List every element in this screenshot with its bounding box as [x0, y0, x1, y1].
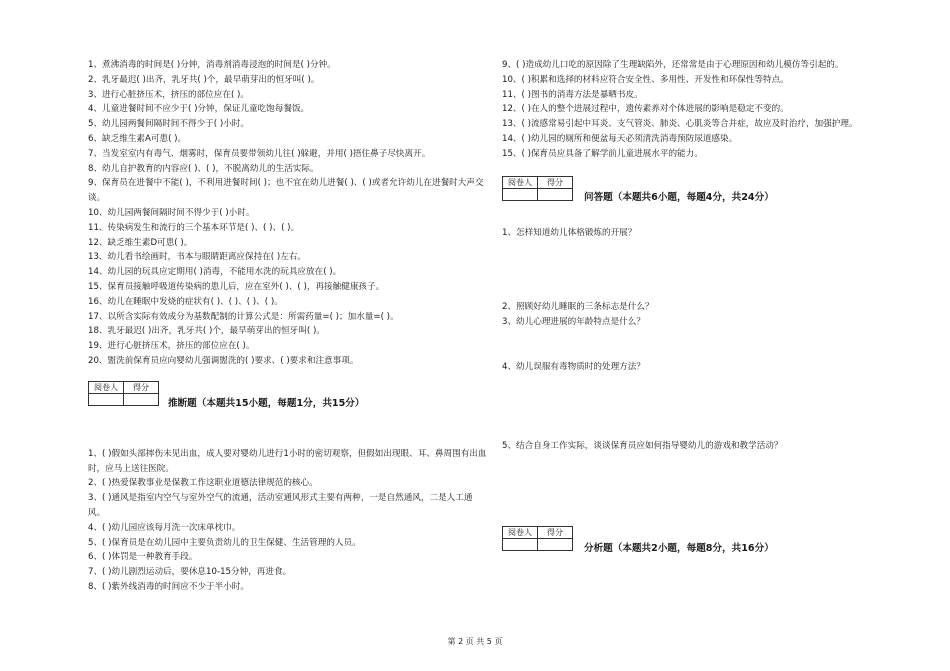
qa-section-header [502, 176, 902, 216]
analysis-section-header [502, 526, 902, 566]
score-cell [124, 393, 159, 405]
list-item: 5、幼儿园两餐间隔时间不得少于( )小时。 [88, 119, 249, 130]
list-item: 8、幼儿自护教育的内容应( )、( )，不脱离幼儿的生活实际。 [88, 163, 319, 174]
list-item: 9、( )造成幼儿口吃的原因除了生理缺陷外，还常常是由于心理原因和幼儿模仿等引起的。 [502, 60, 844, 70]
list-item: 17、以所含实际有效成分为基数配制的计算公式是：所需药量=( )；加水量=( )。 [88, 311, 399, 322]
judge-section-title: 推断题（本题共15小题，每题1分，共15分） [168, 397, 365, 409]
list-item: 7、( )幼儿剧烈运动后，要休息10-15分钟，再进食。 [88, 567, 292, 578]
list-item: 20、盥洗前保育员应向婴幼儿强调盥洗的( )要求、( )要求和注意事项。 [88, 355, 359, 366]
score-label: 得分 [538, 526, 573, 538]
list-item: 11、传染病发生和流行的三个基本环节是( )、( )、( )。 [88, 222, 300, 233]
question-2: 2、照顾好幼儿睡眠的三条标志是什么？ [502, 302, 654, 313]
list-item: 3、( )通风是指室内空气与室外空气的流通，活动室通风形式主要有两种，一是自然通风，二是人工通风。 [88, 493, 473, 518]
score-label: 得分 [538, 176, 573, 188]
list-item: 14、( )幼儿园的厕所和便盆每天必须清洗消毒预防尿道感染。 [502, 133, 738, 144]
list-item: 9、保育员在进餐中不能( )，不利用进餐时间( )；也不宜在幼儿进餐( )、( )或者允许幼儿在进餐时大声交谈。 [88, 178, 484, 204]
score-box [502, 526, 573, 551]
list-item: 8、( )紫外线消毒的时间应不少于半小时。 [88, 581, 249, 592]
list-item: 7、当发室室内有毒气、烟雾时，保育员要带领幼儿往( )躲避，并用( )捂住鼻子尽快离开。 [88, 148, 431, 159]
reviewer-label: 阅卷人 [503, 176, 538, 188]
analysis-section-title: 分析题（本题共2小题，每题8分，共16分） [584, 542, 774, 554]
score-box [502, 176, 573, 201]
score-box [88, 381, 159, 406]
judge-list [88, 447, 488, 595]
list-item: 10、( )积累和选择的材料应符合安全性、多用性、开发性和环保性等特点。 [502, 74, 789, 85]
page-footer: 第 2 页 共 5 页 [447, 637, 503, 646]
list-item: 10、幼儿园两餐间隔时间不得少于( )小时。 [88, 207, 255, 218]
question-3: 3、幼儿心理进展的年龄特点是什么？ [502, 317, 645, 328]
list-item: 1、( )假如头部摔伤未见出血，成人要对婴幼儿进行1小时的密切观察，但假如出现眼、耳、鼻周围有出血时，应马上送往医院。 [88, 448, 487, 474]
judge-list-continued [502, 58, 902, 162]
list-item: 6、( )体罚是一种教育手段。 [88, 552, 198, 563]
left-column [88, 58, 488, 595]
list-item: 13、幼儿看书绘画时，书本与眼睛距离应保持在( )左右。 [88, 252, 307, 263]
judge-section-header [88, 381, 488, 421]
list-item: 19、进行心脏挤压术，挤压的部位应在( )。 [88, 341, 255, 352]
reviewer-label: 阅卷人 [89, 381, 124, 393]
list-item: 12、缺乏维生素D可患( )。 [88, 237, 193, 248]
list-item: 12、( )在人的整个进展过程中，遗传素养对个体进展的影响是稳定不变的。 [502, 104, 789, 115]
list-item: 15、( )保育员应具备了解学前儿童进展水平的能力。 [502, 148, 703, 159]
score-cell [538, 188, 573, 200]
list-item: 13、( )流感常易引起中耳炎、支气管炎、肺炎、心肌炎等合并症，故应及时治疗，加强护理。 [502, 119, 858, 130]
list-item: 6、缺乏维生素A可患( )。 [88, 133, 187, 144]
question-4: 4、幼儿误服有毒物质时的处理方法？ [502, 361, 645, 372]
score-cell [538, 538, 573, 550]
list-item: 4、( )幼儿园应该每月洗一次床单枕巾。 [88, 522, 241, 533]
right-column [502, 58, 902, 566]
score-label: 得分 [124, 381, 159, 393]
list-item: 2、( )热爱保教事业是保教工作这职业道德法律规范的核心。 [88, 478, 318, 489]
qa-section-title: 问答题（本题共6小题，每题4分，共24分） [584, 191, 774, 203]
list-item: 2、乳牙最迟( )出齐，乳牙共( )个，最早萌芽出的恒牙叫( )。 [88, 74, 320, 85]
question-1: 1、怎样知道幼儿体格锻炼的开展？ [502, 227, 637, 238]
list-item: 14、幼儿园的玩具应定期用( )消毒，不能用水洗的玩具应放在( )。 [88, 267, 342, 278]
list-item: 15、保育员接触呼吸道传染病的患儿后，应在室外( )、( )，再接触健康孩子。 [88, 281, 385, 292]
reviewer-cell [503, 538, 538, 550]
reviewer-cell [503, 188, 538, 200]
reviewer-label: 阅卷人 [503, 526, 538, 538]
question-5: 5、结合自身工作实际，谈谈保育员应如何指导婴幼儿的游戏和教学活动？ [502, 440, 783, 451]
fill-blank-list [88, 58, 488, 369]
list-item: 11、( )图书的消毒方法是暴晒书皮。 [502, 89, 643, 100]
list-item: 5、( )保育员是在幼儿园中主要负责幼儿的卫生保健、生活管理的人员。 [88, 537, 361, 548]
reviewer-cell [89, 393, 124, 405]
list-item: 3、进行心脏挤压术，挤压的部位应在( )。 [88, 89, 249, 100]
list-item: 16、幼儿在睡眠中发烧的症状有( )、( )、( )、( )。 [88, 296, 283, 307]
list-item: 4、儿童进餐时间不应少于( )分钟，保证儿童吃饱每餐饭。 [88, 104, 310, 115]
list-item: 18、乳牙最迟( )出齐，乳牙共( )个，最早萌芽出的恒牙叫( )。 [88, 326, 325, 337]
list-item: 1、煮沸消毒的时间是( )分钟，消毒剂消毒浸泡的时间是( )分钟。 [88, 60, 336, 70]
